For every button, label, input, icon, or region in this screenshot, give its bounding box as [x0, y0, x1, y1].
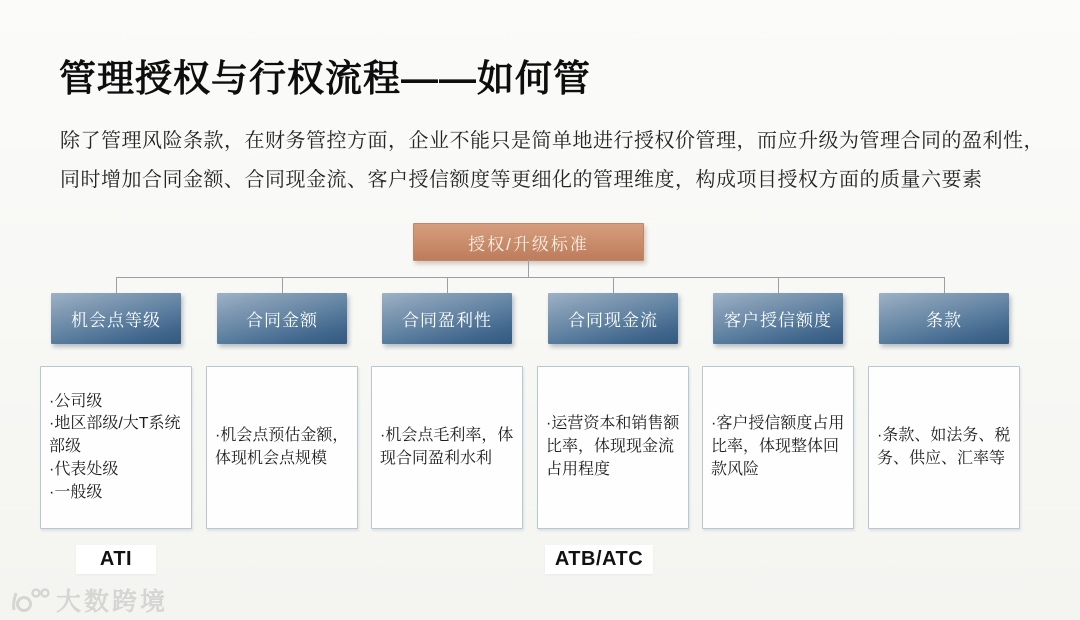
- connector-horizontal-bar: [116, 277, 944, 278]
- tag-label: ATB/ATC: [554, 548, 644, 570]
- brand-watermark: [10, 582, 168, 618]
- header-box-opportunity-level: [51, 293, 181, 344]
- connector-drop-4: [613, 277, 614, 293]
- detail-box-contract-cashflow: [537, 366, 689, 529]
- root-node-label: 授权/升级标准: [468, 234, 589, 254]
- header-box-contract-profitability: [382, 293, 512, 344]
- connector-drop-3: [447, 277, 448, 293]
- detail-line: ·客户授信额度占用比率，体现整体回款风险: [711, 415, 845, 478]
- header-box-contract-amount: [217, 293, 347, 344]
- detail-line: ·机会点预估金额，体现机会点规模: [215, 426, 349, 467]
- tag-atb-atc: [545, 545, 653, 574]
- detail-line: ·运营资本和销售额比率，体现现金流占用程度: [546, 415, 680, 478]
- brand-logo-icon: [10, 585, 50, 615]
- detail-line: ·地区部级/大T系统部级: [49, 415, 181, 456]
- detail-box-opportunity-level: [40, 366, 192, 529]
- detail-box-contract-amount: [206, 366, 358, 529]
- intro-paragraph: [60, 122, 1044, 200]
- detail-line: ·代表处级: [49, 460, 119, 478]
- root-node: [413, 223, 644, 261]
- intro-line-2: 同时增加合同金额、合同现金流、客户授信额度等更细化的管理维度，构成项目授权方面的质量六要素: [60, 169, 983, 191]
- detail-box-contract-profitability: [371, 366, 523, 529]
- header-box-customer-credit: [713, 293, 843, 344]
- connector-root-stem: [528, 259, 529, 277]
- tag-label: ATI: [99, 548, 133, 570]
- connector-drop-2: [282, 277, 283, 293]
- detail-line: ·条款、如法务、税务、供应、汇率等: [877, 426, 1011, 467]
- brand-name: 大数跨境: [56, 588, 169, 616]
- header-box-contract-cashflow: [548, 293, 678, 344]
- detail-box-terms: [868, 366, 1020, 529]
- detail-line: ·一般级: [49, 483, 103, 501]
- detail-line: ·公司级: [49, 392, 103, 410]
- page-title: 管理授权与行权流程——如何管: [59, 58, 591, 99]
- header-label: 合同现金流: [568, 311, 658, 330]
- connector-drop-1: [116, 277, 117, 293]
- header-label: 合同盈利性: [402, 311, 492, 330]
- detail-line: ·机会点毛利率，体现合同盈利水利: [380, 426, 514, 467]
- header-box-terms: [879, 293, 1009, 344]
- connector-drop-6: [944, 277, 945, 293]
- header-label: 机会点等级: [71, 311, 161, 330]
- header-label: 客户授信额度: [724, 311, 832, 330]
- intro-line-1: 除了管理风险条款，在财务管控方面，企业不能只是简单地进行授权价管理，而应升级为管理合同的盈利性，: [60, 130, 1044, 152]
- detail-box-customer-credit: [702, 366, 854, 529]
- connector-drop-5: [778, 277, 779, 293]
- tag-ati: [76, 545, 156, 574]
- header-label: 合同金额: [246, 311, 318, 330]
- header-label: 条款: [926, 311, 962, 330]
